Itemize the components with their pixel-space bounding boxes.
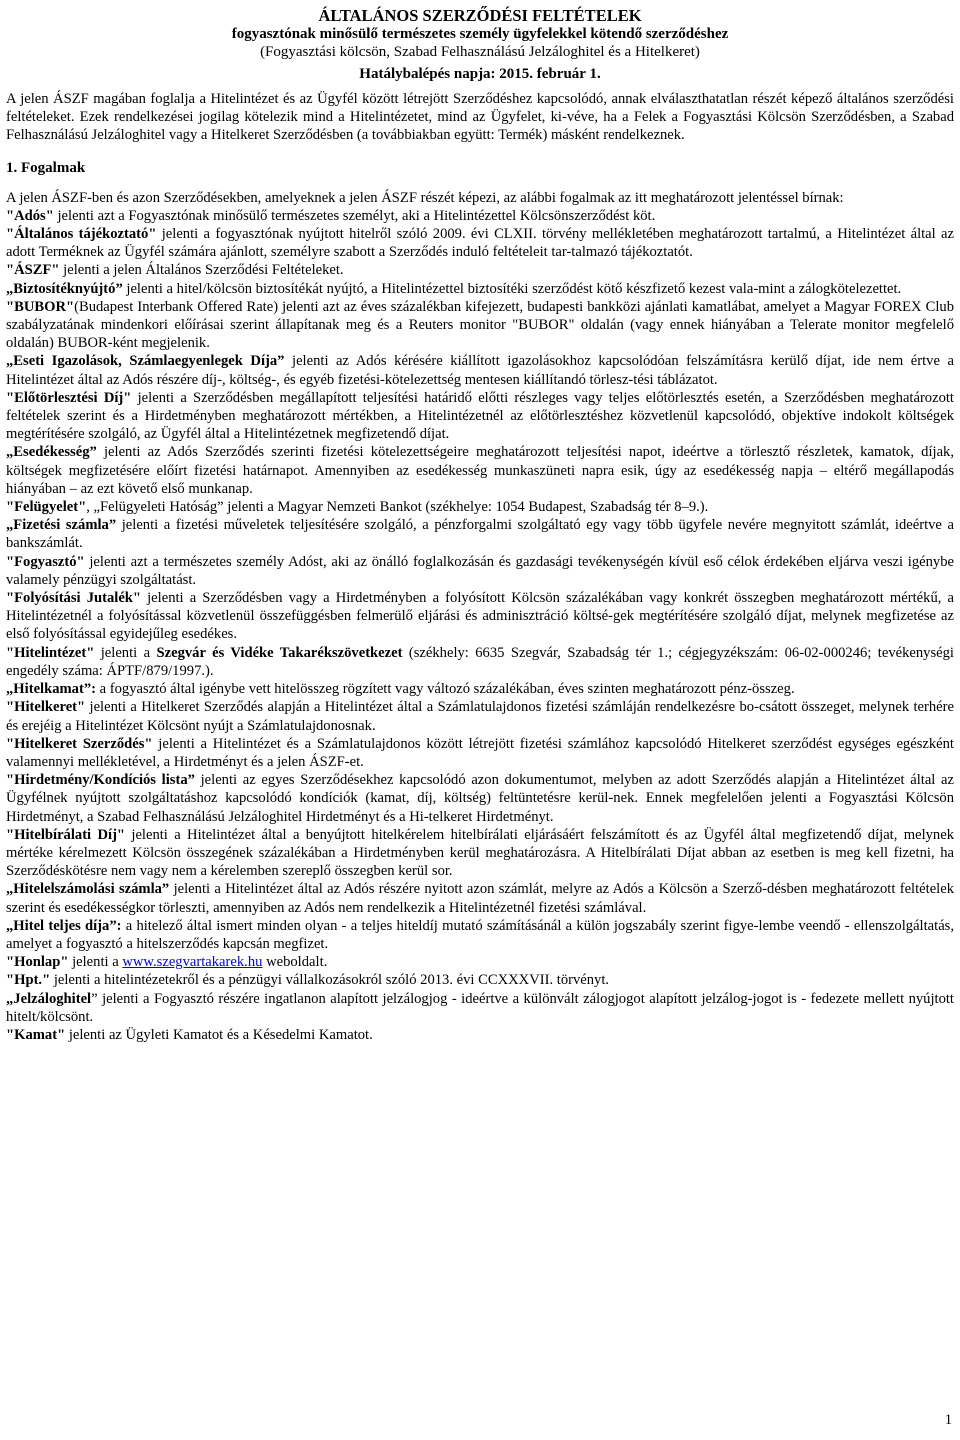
definition-term: „Hitelkamat”:	[6, 681, 96, 698]
definition-text: jelenti az Adós Szerződés szerinti fizetési kötelezettségeire meghatározott teljesítési napot, ideértve a törlesztő részletek, kamatok, díjak, költségek megfizetésére előírt fizetési határnapot. Amennyiben az esedékesség munkaszüneti napra esik, úgy az esedékesség napja – eltérő megállapodás hiányában – az ezt követő első munkanap.	[6, 444, 954, 497]
definition-item	[6, 953, 954, 971]
definition-item	[6, 735, 954, 771]
definition-item	[6, 917, 954, 953]
section-heading: 1. Fogalmak	[6, 159, 86, 176]
definition-term: „Esedékesség”	[6, 444, 97, 461]
definition-term: "Hitelkeret"	[6, 699, 86, 716]
definition-item	[6, 298, 954, 353]
definition-text: jelenti a Hitelintézet által a benyújtott hitelkérelem hitelbírálati eljárásáért felszámított és az Ügyfél által megfizetendő díjat, melynek mértéke kérelmezett Kölcsön összegének százalékában a Hirdetményben kerül meghatározásra. A Hitelbírálati Díjat abban az esetben is meg kell fizetni, ha Szerződéskötésre nem vagy nem a kérelemben szereplő összegben kerül sor.	[6, 826, 954, 880]
definition-text: jelenti a hitelintézetekről és a pénzügyi vállalkozásokról szóló 2013. évi CCXXXVII. törvényt.	[50, 972, 610, 989]
definition-text: jelenti a Szerződésben megállapított teljesítési határidő előtti részleges vagy teljes előtörlesztés esetén, a Szerződésben meghatározott feltételek szerint és a Hirdetményben meghatározott mértékben, a Hitelintézetnél az előtörlesztéshez közvetlenül kapcsolódó, objektíve indokolt költségek megtérítésére szolgáló, az Ügyfél által a Hitelintézetnek megfizetendő díjat.	[6, 389, 954, 443]
definition-text: jelenti a jelen Általános Szerződési Feltételeket.	[59, 262, 344, 279]
definition-term: "Hpt."	[6, 972, 51, 989]
definition-term: "Általános tájékoztató"	[6, 226, 157, 243]
section-lead: A jelen ÁSZF-ben és azon Szerződésekben, amelyeknek a jelen ÁSZF részét képezi, az alábbi fogalmak az itt meghatározott jelentéssel bírnak:	[6, 189, 844, 206]
definition-item	[6, 826, 954, 881]
definition-item	[6, 389, 954, 444]
definition-item	[6, 1026, 954, 1044]
definition-item	[6, 553, 954, 589]
definition-term: "BUBOR"	[6, 298, 75, 315]
definition-term: "Honlap"	[6, 954, 69, 971]
definition-item	[6, 280, 954, 298]
definition-text: jelenti a Szerződésben vagy a Hirdetményben a folyósított Kölcsön százalékában vagy konkrét összegben meghatározott mértékű, a Hitelintézetnél a folyósítással közvetlenül összefüggésben felmerülő eljárási és adminisztráció költsé-gek megtérítésére szolgáló díjat, melynek megfizetése az első folyósítással egyidejűleg esedékes.	[6, 590, 954, 643]
definition-term: „Jelzáloghitel	[6, 990, 92, 1007]
definition-term: "Folyósítási Jutalék"	[6, 590, 142, 607]
definition-text-cont: (székhely: 6635 Szegvár, Szabadság tér 1.; cégjegyzékszám: 06-02-000246; tevékenységi engedély száma: ÁPTF/879/1997.).	[6, 644, 954, 679]
definition-item	[6, 352, 954, 388]
definition-item	[6, 589, 954, 644]
definition-term: „Fizetési számla”	[6, 517, 117, 534]
definition-item	[6, 880, 954, 916]
definitions-list	[6, 207, 954, 1044]
definition-term: "Kamat"	[6, 1026, 66, 1043]
definition-term: „Biztosítéknyújtó”	[6, 280, 123, 297]
intro-paragraph: A jelen ÁSZF magában foglalja a Hitelintézet és az Ügyfél között létrejött Szerződéshez kapcsolódó, annak elválaszthatatlan részét képező általános szerződési feltételeket. Ezek rendelkezései jogilag kötelezik mind a Hitelintézetet, mind az Ügyfelet, ki-véve, ha a Felek a Fogyasztási Kölcsön Szerződésben, a Szabad Felhasználású Jelzáloghitel vagy a Hitelkeret Szerződésben (a továbbiakban együtt: Termék) másként rendelkeznek.	[6, 91, 954, 144]
definition-term: "Adós"	[6, 207, 54, 224]
definition-item	[6, 443, 954, 498]
definition-item	[6, 771, 954, 826]
definition-item	[6, 680, 954, 698]
definition-text: jelenti a fizetési műveletek teljesítésére szolgáló, a pénzforgalmi szolgáltató egy vagy több ügyfele nevére megnyitott számlát, ideértve a bankszámlát.	[6, 517, 954, 552]
definition-term: "ÁSZF"	[6, 262, 60, 279]
page-number: 1	[944, 1412, 952, 1428]
definition-text: jelenti az Adós kérésére kiállított igazolásokhoz kapcsolódóan felszámításra kerülő díjat, ide nem értve a Hitelintézet által az Adós részére díj-, költség-, és egyéb fizetési-kötelezettség mentesen kiállítandó törlesz-tési táblázatot.	[6, 353, 954, 388]
effective-date: Hatálybalépés napja: 2015. február 1.	[359, 66, 601, 82]
document-title: ÁLTALÁNOS SZERZŐDÉSI FELTÉTELEK	[318, 6, 642, 25]
definition-item	[6, 207, 954, 225]
definition-text: jelenti a hitel/kölcsön biztosítékát nyújtó, a Hitelintézettel biztosítéki szerződést kötő készfizető kezest vala-mint a zálogkötelezettet.	[122, 280, 902, 297]
definition-item	[6, 498, 954, 516]
definition-item	[6, 261, 954, 279]
definition-text: , „Felügyeleti Hatóság” jelenti a Magyar Nemzeti Bankot (székhelye: 1054 Budapest, Szabadság tér 8–9.).	[86, 499, 709, 516]
definition-term-bold: Szegvár és Vidéke Takarékszövetkezet	[156, 644, 403, 661]
definition-text: jelenti azt a természetes személy Adóst, aki az önálló foglalkozásán és gazdasági tevékenységén kívül eső célok érdekében eljárva veszi igénybe valamely pénzügyi szolgáltatást.	[6, 553, 954, 588]
definition-term: "Hitelkeret Szerződés"	[6, 735, 153, 752]
definition-text: a hitelező által ismert minden olyan - a teljes hiteldíj mutató számításánál a külön jogszabály szerint figye-lembe veendő - ellenszolgáltatás, amelyet a fogyasztó a hitelszerződés kapcsán megfizet.	[6, 917, 954, 952]
definition-term: „Hitel teljes díja”:	[6, 917, 122, 934]
definition-text: (Budapest Interbank Offered Rate) jelenti azt az éves százalékban kifejezett, budapesti bankközi ajánlati kamatlábat, amelyet a Magyar FOREX Club szabályzatának mindenkori előírásai szerint állapítanak meg és a Reuters monitor "BUBOR" oldalán (vagy ennek hiányában a Telerate monitor megfelelő oldalán) BUBOR-ként megjelenik.	[6, 298, 954, 352]
definition-term: "Hitelbírálati Díj"	[6, 826, 126, 843]
definition-text: jelenti az egyes Szerződésekhez kapcsolódó azon dokumentumot, melyben az adott Szerződés alapján a Hitelintézet által az Ügyfélnek nyújtott szolgáltatáshoz kapcsolódó kondíciók (kamat, díj, költség) feltüntetésre kerül-nek. Ennek megfelelően jelenti a Fogyasztási Kölcsön Hirdetményt, a Szabad Felhasználású Jelzáloghitel Hirdetményt és a Hi-telkeret Hirdetményt.	[6, 772, 954, 825]
definition-item	[6, 971, 954, 989]
document-subtitle: fogyasztónak minősülő természetes személy ügyfelekkel kötendő szerződéshez	[231, 26, 729, 42]
definition-text: jelenti azt a Fogyasztónak minősülő természetes személyt, aki a Hitelintézettel Kölcsönszerződést köt.	[53, 207, 656, 224]
definition-term: "Hirdetmény/Kondíciós lista”	[6, 772, 195, 789]
website-link[interactable]: www.szegvartakarek.hu	[122, 954, 263, 971]
definition-text: jelenti a Hitelkeret Szerződés alapján a Hitelintézet által a Számlatulajdonos fizetési számláján rendelkezésre bo-csátott összeget, melynek terhére és erejéig a Hitelintézet Kölcsönt nyújt a Számlatulajdonosnak.	[6, 699, 954, 734]
definition-term: „Hitelelszámolási számla”	[6, 881, 170, 898]
definition-text: ” jelenti a Fogyasztó részére ingatlanon alapított jelzálogjog - ideértve a különvált zálogjogot alapított jelzálog-jogot is - fedezete mellett nyújtott hitelt/kölcsönt.	[6, 990, 954, 1025]
document-scope: (Fogyasztási kölcsön, Szabad Felhasználású Jelzáloghitel és a Hitelkeret)	[260, 44, 700, 60]
definition-text: jelenti a Hitelintézet által az Adós részére nyitott azon számlát, melyre az Adós a Kölcsön a Szerző-désben meghatározott feltételek szerint és esedékességkor törleszti, amennyiben az Adós nem rendelkezik a Hitelintézetnél fizetési számlával.	[6, 881, 955, 916]
definition-text: jelenti a fogyasztónak nyújtott hitelről szóló 2009. évi CLXII. törvény mellékletében meghatározott tartalmú, a Hitelintézet által az adott Terméknek az Ügyfél számára ajánlott, személyre szabott a Szerződés induló feltételeit tar-talmazó tájékoztatót.	[6, 226, 954, 261]
definition-item	[6, 990, 954, 1026]
definition-text: jelenti a	[68, 954, 123, 971]
document-page	[6, 6, 954, 1044]
definition-term: „Eseti Igazolások, Számlaegyenlegek Díja”	[6, 353, 285, 370]
definition-text: jelenti az Ügyleti Kamatot és a Késedelmi Kamatot.	[65, 1026, 373, 1043]
definition-term: "Fogyasztó"	[6, 553, 85, 570]
definition-item	[6, 225, 954, 261]
definition-term: "Hitelintézet"	[6, 644, 95, 661]
definition-item	[6, 644, 954, 680]
definition-text: jelenti a Hitelintézet és a Számlatulajdonos között létrejött fizetési számlához kapcsolódó Hitelkeret szerződést egységes egészként valamennyi mellékletével, a Hirdetményt és a jelen ÁSZF-et.	[6, 735, 954, 770]
definition-text: jelenti a	[94, 644, 157, 661]
definition-item	[6, 516, 954, 552]
definition-item	[6, 698, 954, 734]
definition-text: a fogyasztó által igénybe vett hitelösszeg rögzített vagy változó százalékában, éves szinten meghatározott pénz-összeg.	[95, 681, 795, 698]
definition-text-cont: weboldalt.	[262, 954, 328, 971]
definition-term: "Felügyelet"	[6, 499, 87, 516]
definition-term: "Előtörlesztési Díj"	[6, 389, 132, 406]
